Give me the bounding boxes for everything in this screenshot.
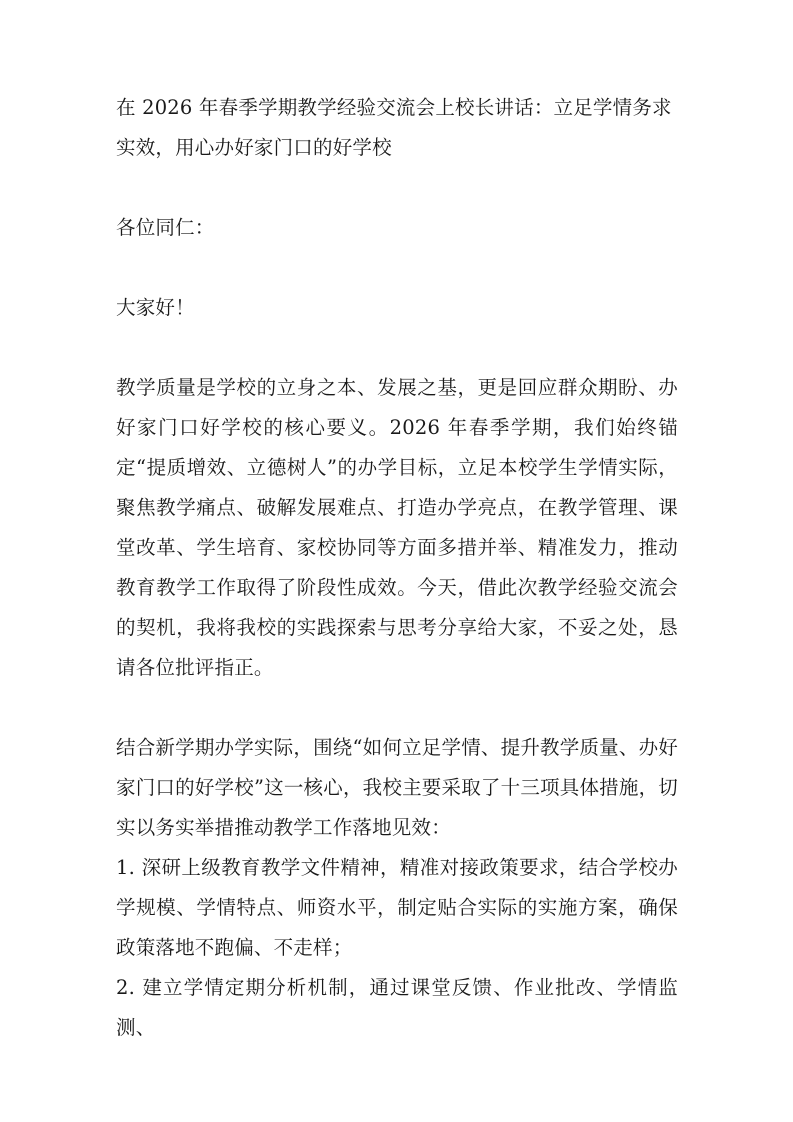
document-title: 在 2026 年春季学期教学经验交流会上校长讲话：立足学情务求实效，用心办好家门口的好学校: [116, 96, 672, 159]
document-body: [116, 88, 678, 1048]
greeting: 大家好！: [116, 296, 195, 319]
spacer: [116, 248, 678, 288]
list-item: 2. 建立学情定期分析机制，通过课堂反馈、作业批改、学情监测、: [116, 976, 678, 1039]
spacer: [116, 168, 678, 208]
paragraph-1: 教学质量是学校的立身之本、发展之基，更是回应群众期盼、办好家门口好学校的核心要义。2026 年春季学期，我们始终锚定“提质增效、立德树人”的办学目标，立足本校学生学情实际，聚焦教学痛点、破解发展难点、打造办学亮点，在教学管理、课堂改革、学生培育、家校协同等方面多措并举、精准发力，推动教育教学工作取得了阶段性成效。今天，借此次教学经验交流会的契机，我将我校的实践探索与思考分享给大家，不妥之处，恳请各位批评指正。: [116, 376, 678, 679]
spacer: [116, 328, 678, 368]
spacer: [116, 688, 678, 728]
paragraph-2: 结合新学期办学实际，围绕“如何立足学情、提升教学质量、办好家门口的好学校”这一核心，我校主要采取了十三项具体措施，切实以务实举措推动教学工作落地见效：: [116, 736, 678, 839]
list-item: 1. 深研上级教育教学文件精神，精准对接政策要求，结合学校办学规模、学情特点、师资水平，制定贴合实际的实施方案，确保政策落地不跑偏、不走样；: [116, 856, 678, 959]
salutation: 各位同仁：: [116, 216, 215, 239]
